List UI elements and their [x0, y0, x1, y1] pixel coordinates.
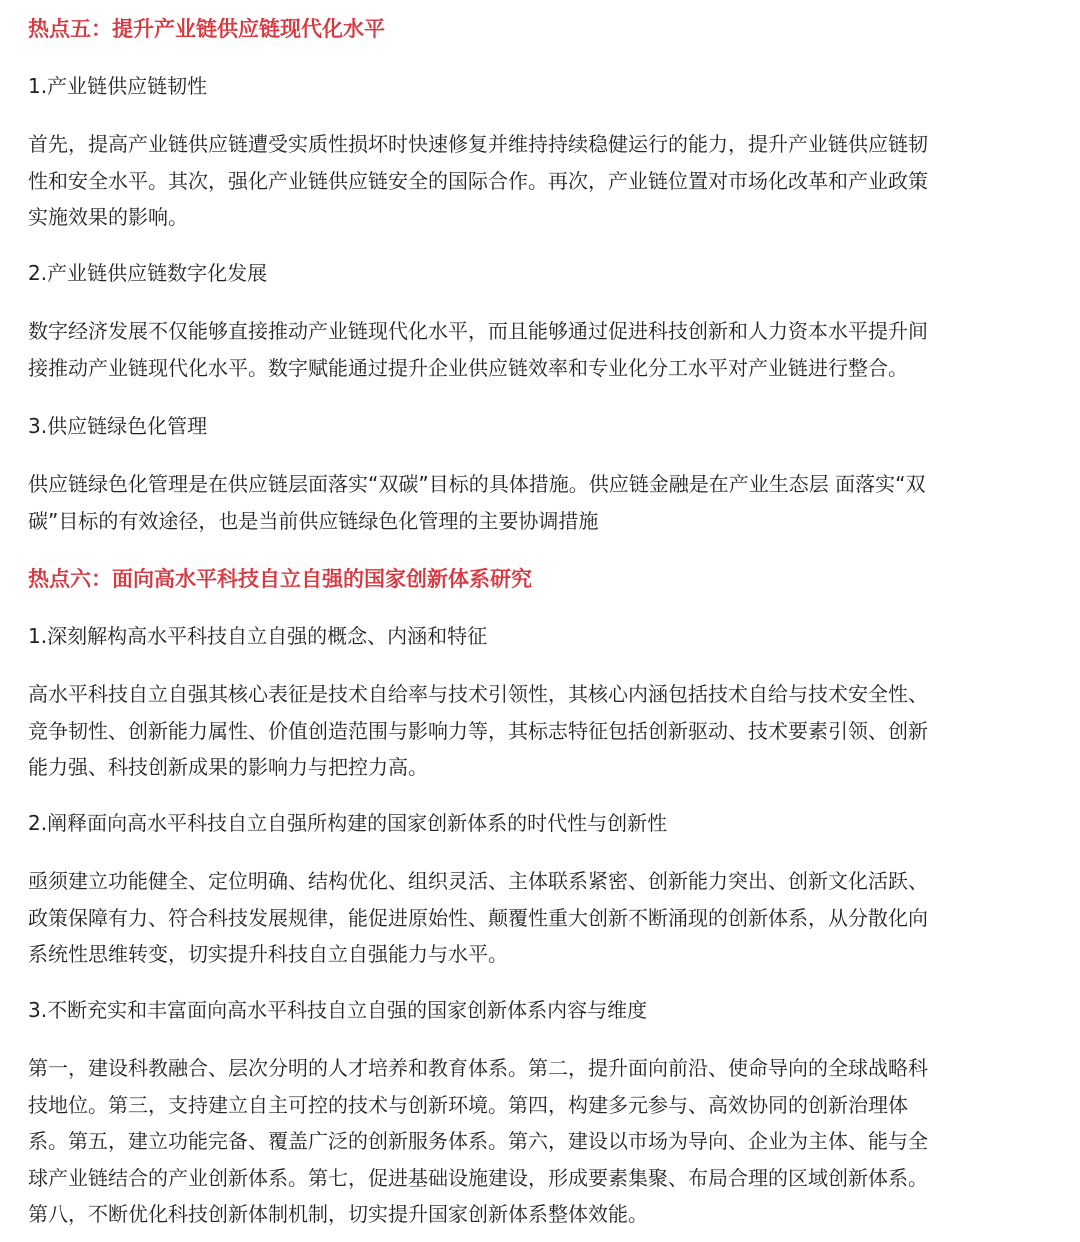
paragraph-line: 首先，提高产业链供应链遭受实质性损坏时快速修复并维持持续稳健运行的能力，提升产业链供应链韧	[28, 132, 928, 156]
subheading-5-3: 3.供应链绿色化管理	[28, 414, 208, 438]
paragraph-6-3	[28, 1050, 1050, 1233]
paragraph-line: 球产业链结合的产业创新体系。第七，促进基础设施建设，形成要素集聚、布局合理的区域创新体系。	[28, 1165, 928, 1190]
subheading-5-1: 1.产业链供应链韧性	[28, 74, 208, 98]
paragraph-line: 第八，不断优化科技创新体制机制，切实提升国家创新体系整体效能。	[28, 1202, 648, 1226]
paragraph-line: 碳”目标的有效途径，也是当前供应链绿色化管理的主要协调措施	[28, 508, 599, 533]
paragraph-5-1	[28, 126, 1050, 236]
paragraph-line: 高水平科技自立自强其核心表征是技术自给率与技术引领性，其核心内涵包括技术自给与技术安全性、	[28, 682, 928, 706]
paragraph-line: 技地位。第三，支持建立自主可控的技术与创新环境。第四，构建多元参与、高效协同的创新治理体	[28, 1092, 908, 1117]
subheading-5-2: 2.产业链供应链数字化发展	[28, 261, 268, 285]
paragraph-5-3	[28, 466, 1050, 539]
paragraph-line: 性和安全水平。其次，强化产业链供应链安全的国际合作。再次，产业链位置对市场化改革和产业政策	[28, 168, 928, 193]
paragraph-line: 能力强、科技创新成果的影响力与把控力高。	[28, 755, 428, 779]
subheading-6-1: 1.深刻解构高水平科技自立自强的概念、内涵和特征	[28, 624, 488, 648]
section-heading-5: 热点五：提升产业链供应链现代化水平	[28, 17, 385, 41]
paragraph-line: 亟须建立功能健全、定位明确、结构优化、组织灵活、主体联系紧密、创新能力突出、创新文化活跃、	[28, 869, 928, 893]
paragraph-line: 实施效果的影响。	[28, 205, 188, 229]
paragraph-line: 数字经济发展不仅能够直接推动产业链现代化水平，而且能够通过促进科技创新和人力资本水平提升间	[28, 319, 928, 343]
subheading-6-2: 2.阐释面向高水平科技自立自强所构建的国家创新体系的时代性与创新性	[28, 811, 668, 835]
paragraph-line: 竞争韧性、创新能力属性、价值创造范围与影响力等，其标志特征包括创新驱动、技术要素引领、创新	[28, 718, 928, 743]
subheading-6-3: 3.不断充实和丰富面向高水平科技自立自强的国家创新体系内容与维度	[28, 998, 648, 1022]
paragraph-line: 系统性思维转变，切实提升科技自立自强能力与水平。	[28, 942, 508, 966]
paragraph-6-1	[28, 676, 1050, 786]
section-heading-6: 热点六：面向高水平科技自立自强的国家创新体系研究	[28, 567, 532, 591]
paragraph-line: 政策保障有力、符合科技发展规律，能促进原始性、颠覆性重大创新不断涌现的创新体系，从分散化向	[28, 905, 928, 930]
paragraph-line: 接推动产业链现代化水平。数字赋能通过提升企业供应链效率和专业化分工水平对产业链进行整合。	[28, 355, 908, 380]
paragraph-line: 第一，建设科教融合、层次分明的人才培养和教育体系。第二，提升面向前沿、使命导向的全球战略科	[28, 1056, 928, 1080]
paragraph-6-2	[28, 863, 1050, 973]
paragraph-line: 供应链绿色化管理是在供应链层面落实“双碳”目标的具体措施。供应链金融是在产业生态层 面落实“双	[28, 472, 926, 496]
paragraph-line: 系。第五，建立功能完备、覆盖广泛的创新服务体系。第六，建设以市场为导向、企业为主体、能与全	[28, 1129, 928, 1153]
paragraph-5-2	[28, 313, 1050, 386]
